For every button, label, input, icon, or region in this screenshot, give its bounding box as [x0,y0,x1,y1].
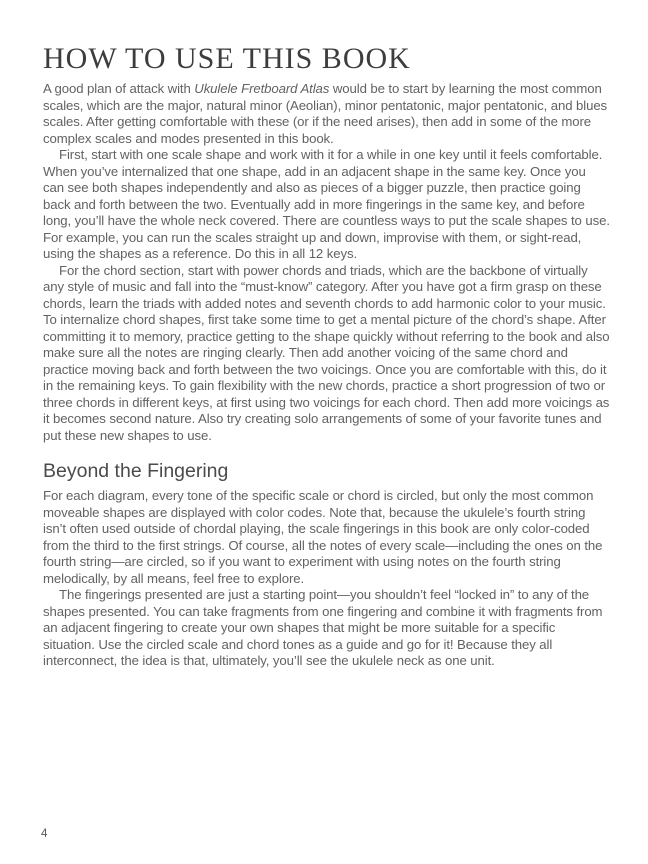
section-heading-beyond-the-fingering: Beyond the Fingering [43,460,229,482]
intro-paragraph [43,81,610,147]
paragraph-diagram-color-codes: For each diagram, every tone of the specific scale or chord is circled, but only the most common moveable shapes are displayed with color codes. Note that, because the ukulele’s fourth string isn’t often used outside of chordal playing, the scale fingerings in this book are only color-coded from the third to the first strings. Of course, all the notes of every scale—including the ones on the fourth string—are circled, so if you want to experiment with using notes on the fourth string melodically, by all means, feel free to explore. [43,488,603,586]
paragraph-scales-practice: First, start with one scale shape and work with it for a while in one key until it feels comfortable. When you’ve internalized that one shape, add in an adjacent shape in the same key. Once you can see both shapes independently and also as pieces of a bigger puzzle, then practice going back and forth between the two. Eventually add in more fingerings in the same key, and before long, you’ll have the whole neck covered. There are countless ways to put the scale shapes to use. For example, you can run the scales straight up and down, improvise with them, or sight-read, using the shapes as a reference. Do this in all 12 keys. [43,147,610,261]
book-title-italic: Ukulele Fretboard Atlas [194,81,330,96]
page-title: HOW TO USE THIS BOOK [43,42,411,75]
paragraph-fingerings-starting-point: The fingerings presented are just a starting point—you shouldn’t feel “locked in” to any of the shapes presented. You can take fragments from one fingering and combine it with fragments from an adjacent fingering to create your own shapes that might be more suitable for a specific situation. Use the circled scale and chord tones as a guide and go for it! Because they all interconnect, the idea is that, ultimately, you’ll see the ukulele neck as one unit. [43,587,603,668]
intro-text-pre: A good plan of attack with [43,81,195,96]
intro-text-post: would be to start by learning the most common scales, which are the major, natural minor (Aeolian), minor pentatonic, major pentatonic, and blues scales. After getting comfortable with these (or if the need arises), then add in some of the more complex scales and modes presented in this book. [43,81,608,146]
paragraph-chord-section: For the chord section, start with power chords and triads, which are the backbone of virtually any style of music and fall into the “must-know” category. After you have got a firm grasp on these chords, learn the triads with added notes and seventh chords to add harmonic color to your music. To internalize chord shapes, first take some time to get a mental picture of the chord’s shape. After committing it to memory, practice getting to the shape quickly without referring to the book and also make sure all the notes are ringing clearly. Then add another voicing of the same chord and practice moving back and forth between the two voicings. Once you are comfortable with this, do it in the remaining keys. To gain flexibility with the new chords, practice a short progression of two or three chords in different keys, at first using two voicings for each chord. Then add more voicings as it becomes second nature. Also try creating solo arrangements of some of your favorite tunes and put these new shapes to use. [43,262,610,443]
page-number: 4 [41,828,48,840]
